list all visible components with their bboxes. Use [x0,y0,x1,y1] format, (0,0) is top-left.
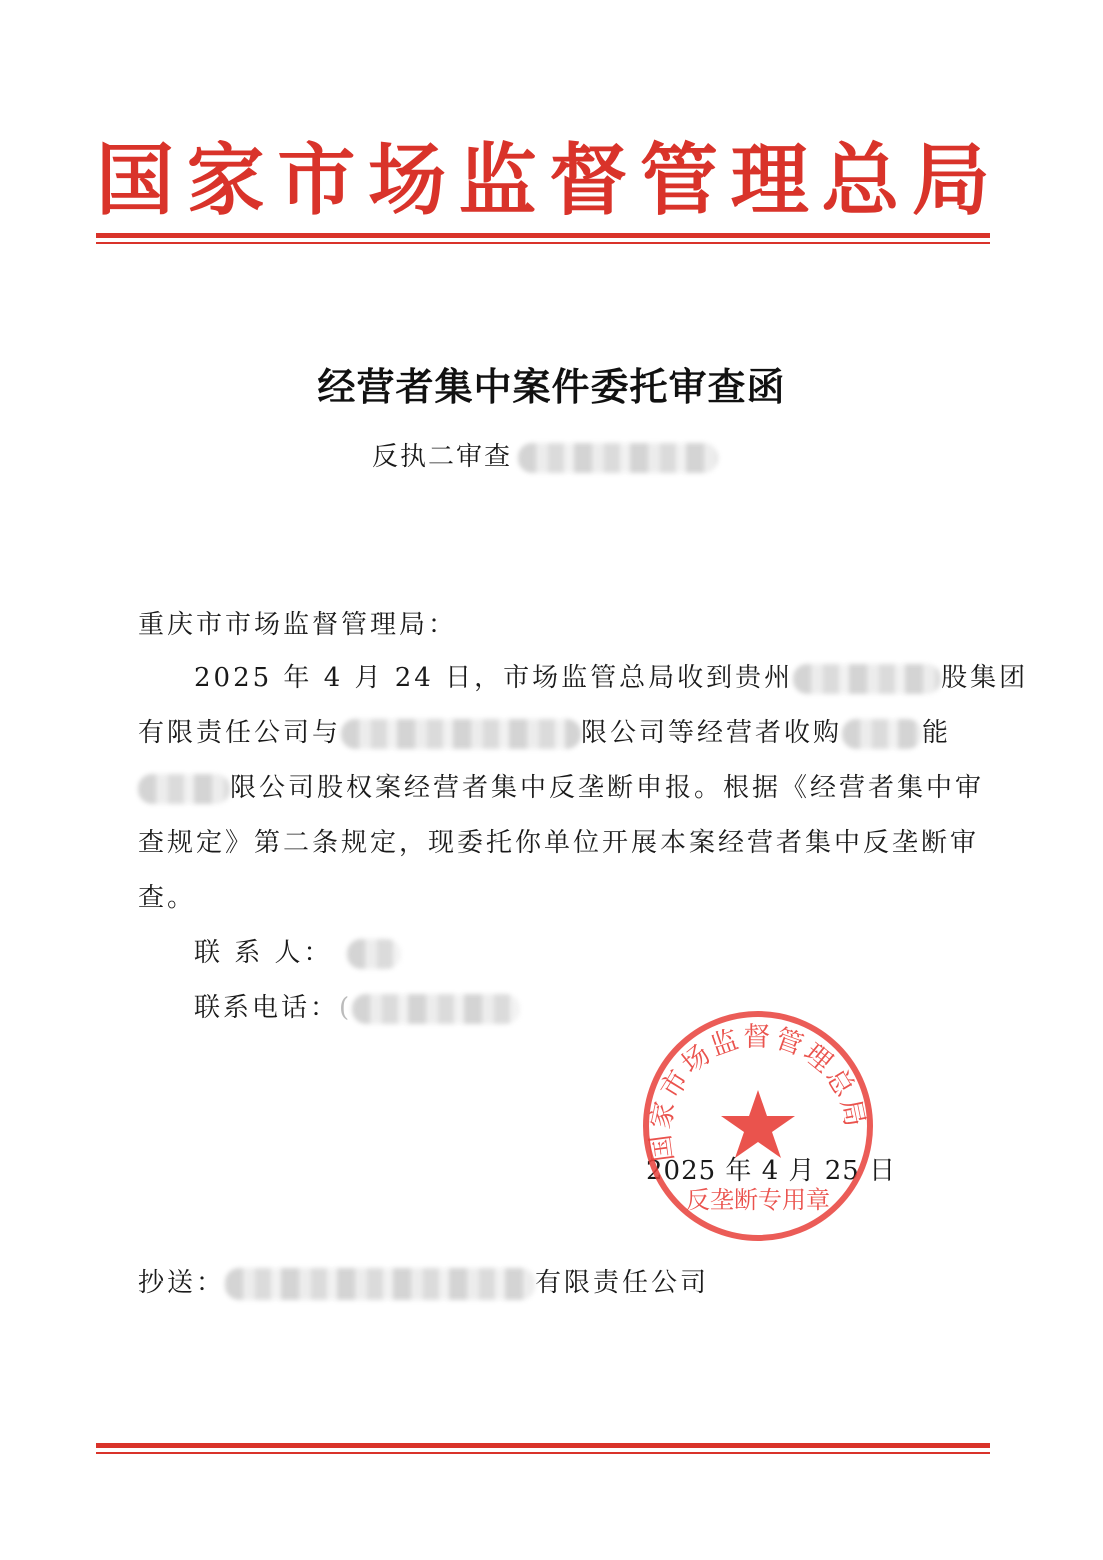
seal-top-text: 国家市场监督管理总局 [645,1021,871,1164]
redacted-company-1 [793,664,941,694]
contact-phone [194,987,520,1024]
footer-rule-thin [96,1452,990,1454]
body-line-1 [194,657,1028,694]
contact-phone-prefix: ( [339,993,353,1023]
body-line-2 [138,712,951,749]
recipient: 重庆市市场监督管理局： [138,610,458,640]
document-number-prefix: 反执二审查 [372,442,513,472]
masthead-char: 总 [821,136,900,226]
footer-rule-thick [96,1443,990,1448]
masthead-char: 督 [549,136,628,226]
official-seal [640,1008,876,1244]
body-line-4: 查规定》第二条规定，现委托你单位开展本案经营者集中反垄断审 [138,828,980,858]
issue-date: 2025 年 4 月 25 日 [646,1156,897,1186]
redacted-doc-number [518,443,718,473]
body-text: 限公司股权案经营者集中反垄断申报。根据《经营者集中审 [230,773,985,803]
cc-label: 抄送： [138,1268,226,1298]
star-icon [721,1090,795,1158]
redacted-phone-number [352,994,520,1024]
redacted-company-2 [341,719,581,749]
body-text: 2025 年 4 月 24 日，市场监管总局收到贵州 [194,663,794,693]
document-title: 经营者集中案件委托审查函 [317,365,786,409]
masthead-char: 监 [458,136,537,226]
masthead-char: 局 [911,136,990,226]
masthead-char: 管 [639,136,718,226]
header-rule-thick [96,233,990,238]
cc-suffix: 有限责任公司 [535,1268,710,1298]
body-text: 限公司等经营者收购 [581,718,843,748]
body-text: 能 [922,718,952,748]
contact-phone-label: 联系电话： [194,993,340,1023]
redacted-company-4 [138,774,230,804]
redacted-contact-name [347,939,401,969]
header-rule-thin [96,242,990,244]
cc-line [138,1262,709,1300]
redacted-cc-company [225,1268,535,1300]
contact-person-label: 联 系 人： [194,938,333,968]
seal-bottom-text: 反垄断专用章 [686,1186,830,1214]
masthead-char: 市 [277,136,356,226]
body-text: 股集团 [941,663,1029,693]
contact-person [194,932,401,969]
masthead-char: 理 [730,136,809,226]
masthead-char: 场 [367,136,446,226]
masthead-agency-name [96,136,990,226]
document-number [372,436,718,473]
body-line-5: 查。 [138,883,197,913]
redacted-company-3 [842,719,922,749]
masthead-char: 国 [96,136,175,226]
body-line-3 [138,767,984,804]
masthead-char: 家 [186,136,265,226]
body-text: 有限责任公司与 [138,718,342,748]
